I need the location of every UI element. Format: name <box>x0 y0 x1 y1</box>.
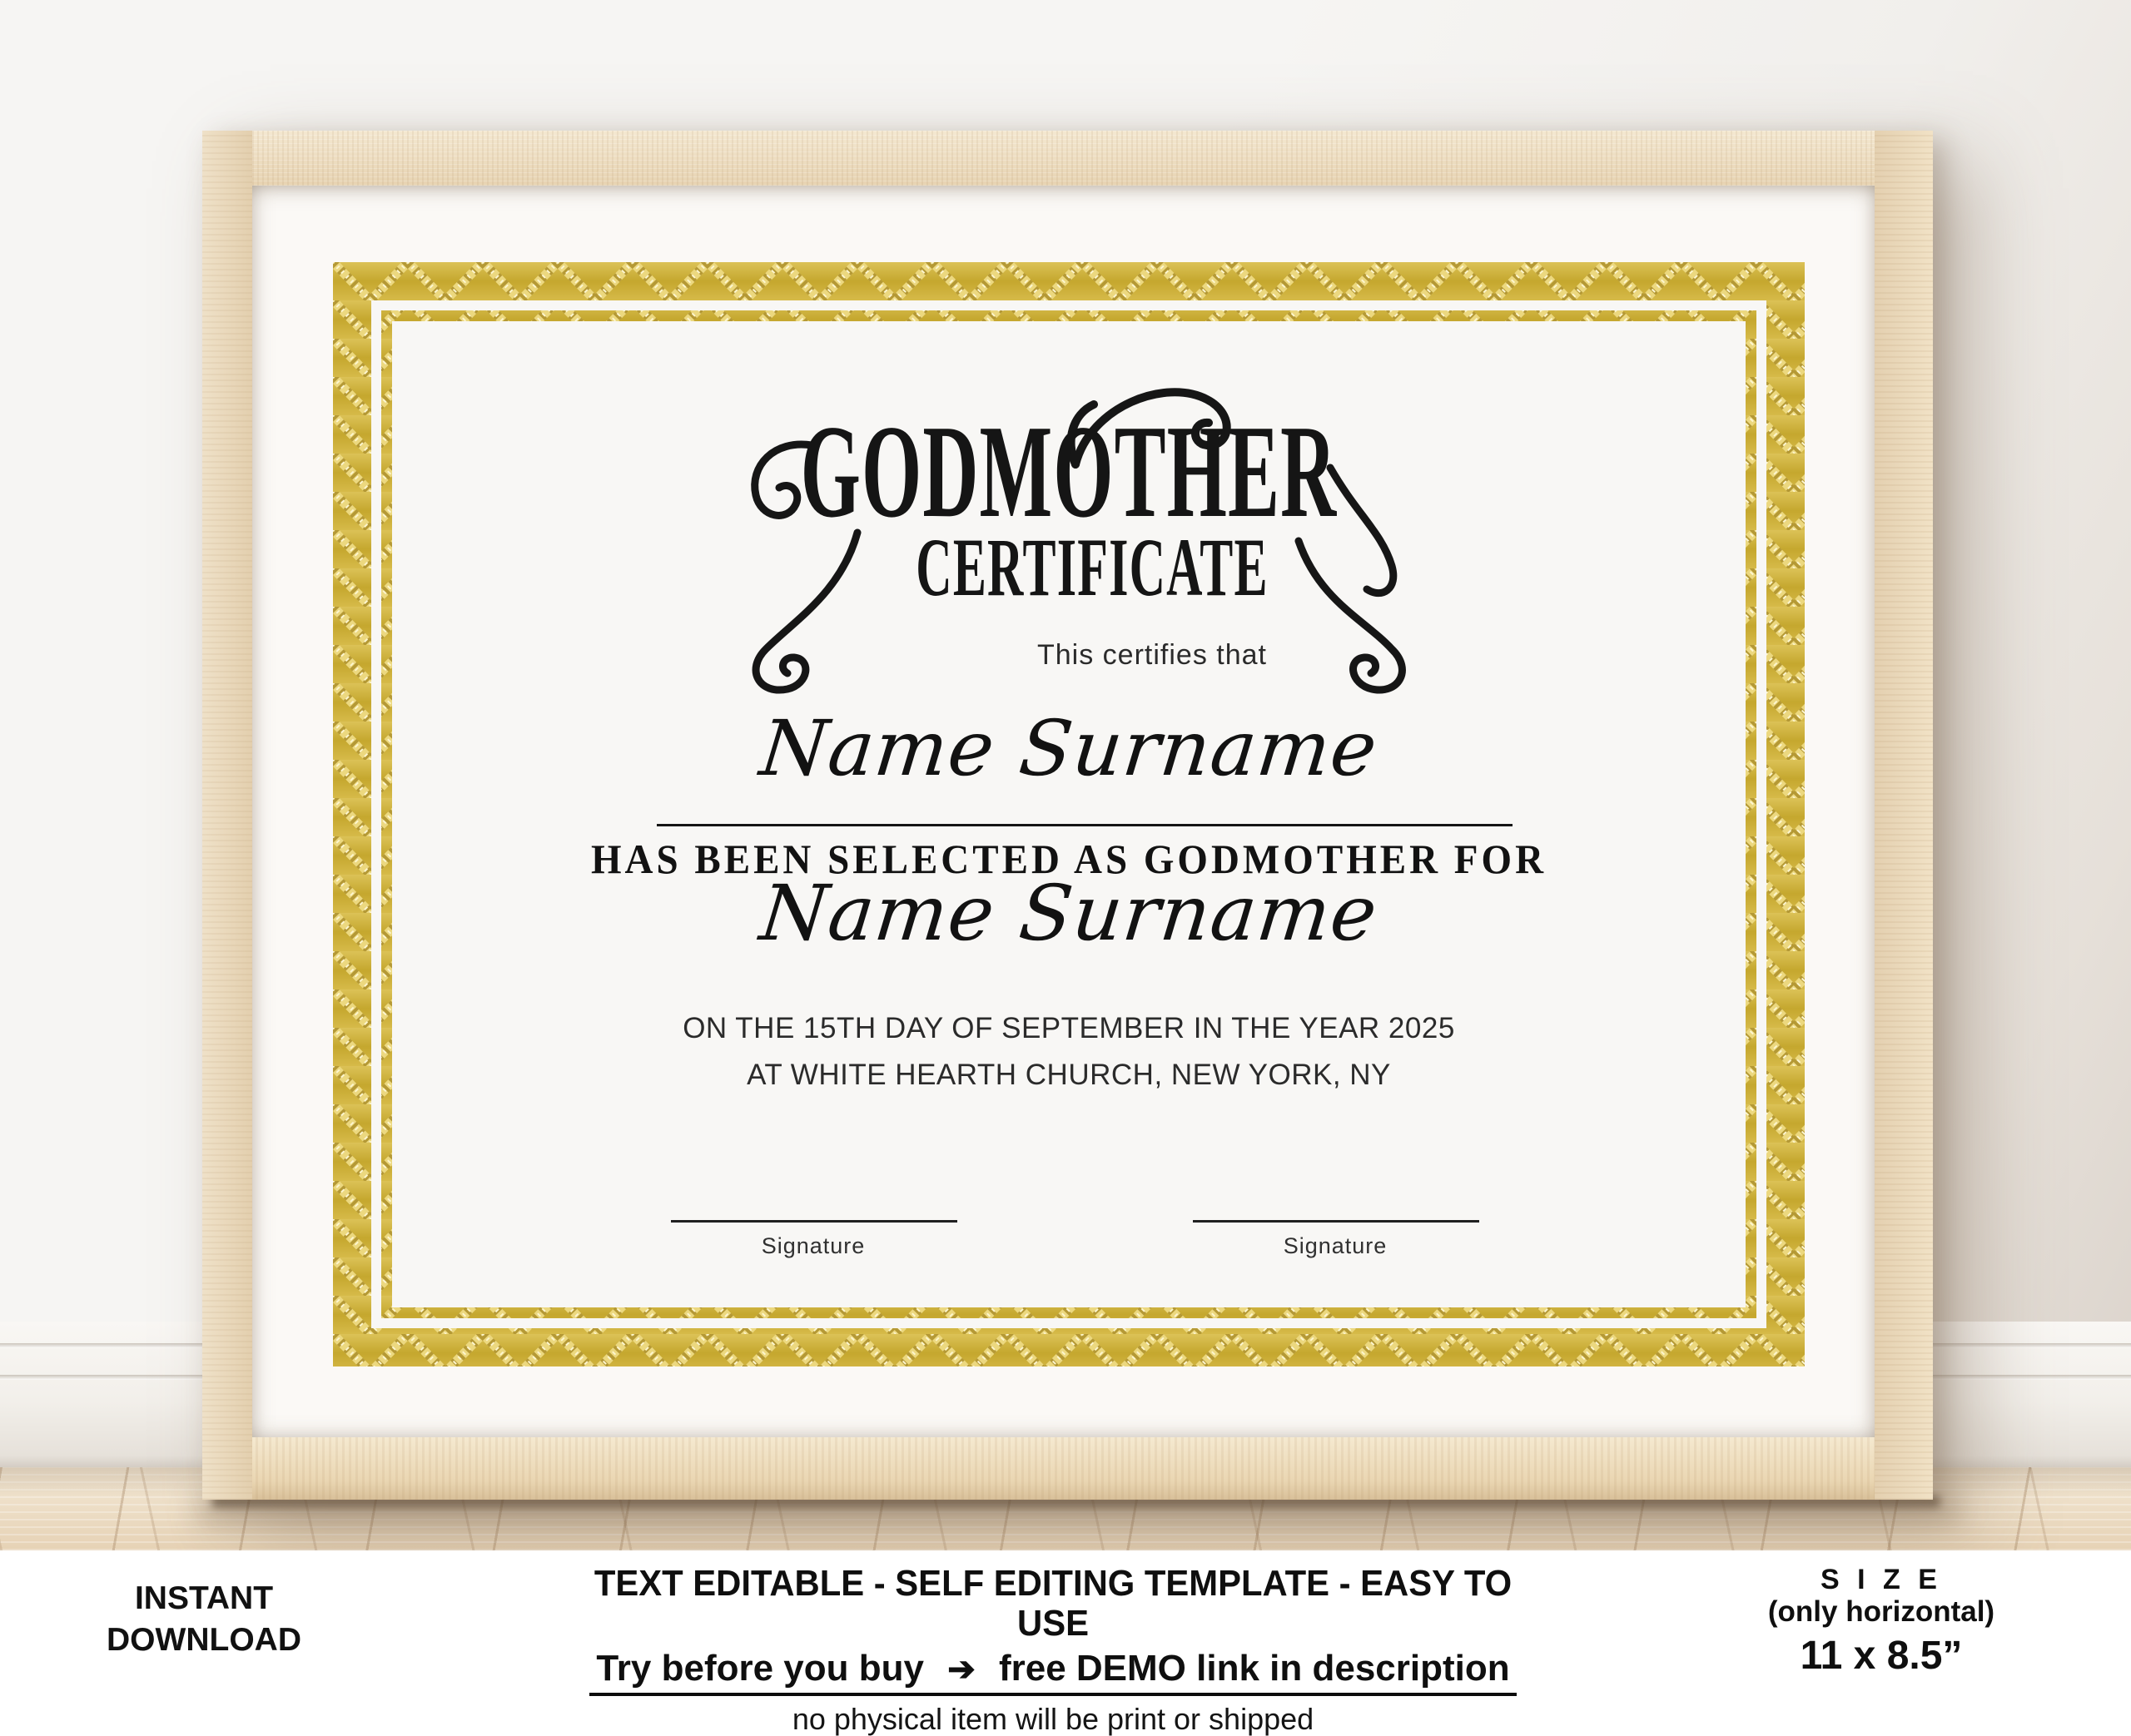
godchild-name: Name Surname <box>756 869 1382 958</box>
signature-label-left: Signature <box>761 1233 866 1258</box>
frame-rail-bottom <box>202 1437 1933 1500</box>
size-block <box>1715 1564 2048 1679</box>
frame-rail-left <box>202 131 252 1500</box>
instant-line1: INSTANT <box>134 1580 274 1616</box>
demo-underlined-text <box>589 1649 1516 1696</box>
demo-line <box>533 1649 1573 1696</box>
certifies-text: This certifies that <box>1037 639 1267 671</box>
demo-text-part2: free DEMO link in description <box>998 1648 1510 1689</box>
size-label: S I Z E <box>1821 1564 1942 1595</box>
frame-rail-right <box>1875 131 1933 1500</box>
frame-rail-top <box>202 131 1933 186</box>
certificate-content <box>392 321 1746 1307</box>
demo-text-part1: Try before you buy <box>596 1648 924 1689</box>
certificate-title-word2: CERTIFICATE <box>916 521 1269 613</box>
disclaimer-line: no physical item will be print or shipped <box>792 1702 1314 1736</box>
recipient-name: Name Surname <box>756 704 1382 793</box>
instant-download-text <box>50 1578 358 1661</box>
statement-text: HAS BEEN SELECTED AS GODMOTHER FOR <box>590 836 1547 883</box>
bottom-caption-bar <box>0 1550 2131 1736</box>
location-line: AT WHITE HEARTH CHURCH, NEW YORK, NY <box>747 1059 1391 1091</box>
signature-line-right <box>1193 1220 1479 1223</box>
date-line: ON THE 15TH DAY OF SEPTEMBER IN THE YEAR 2025 <box>683 1012 1455 1044</box>
size-value: 11 x 8.5” <box>1800 1634 1963 1678</box>
signature-label-right: Signature <box>1283 1233 1388 1258</box>
instant-line2: DOWNLOAD <box>107 1622 301 1658</box>
size-note: (only horizontal) <box>1767 1595 1995 1628</box>
features-line: TEXT EDITABLE - SELF EDITING TEMPLATE - EASY TO USE <box>594 1563 1513 1644</box>
name-underline <box>657 824 1513 826</box>
picture-frame <box>202 131 1933 1500</box>
demo-arrow-icon: ➔ <box>947 1651 976 1688</box>
signature-line-left <box>671 1220 957 1223</box>
certificate-title-word: GODMOTHER <box>800 397 1338 545</box>
caption-center-block <box>533 1564 1573 1736</box>
certificate <box>333 262 1805 1366</box>
